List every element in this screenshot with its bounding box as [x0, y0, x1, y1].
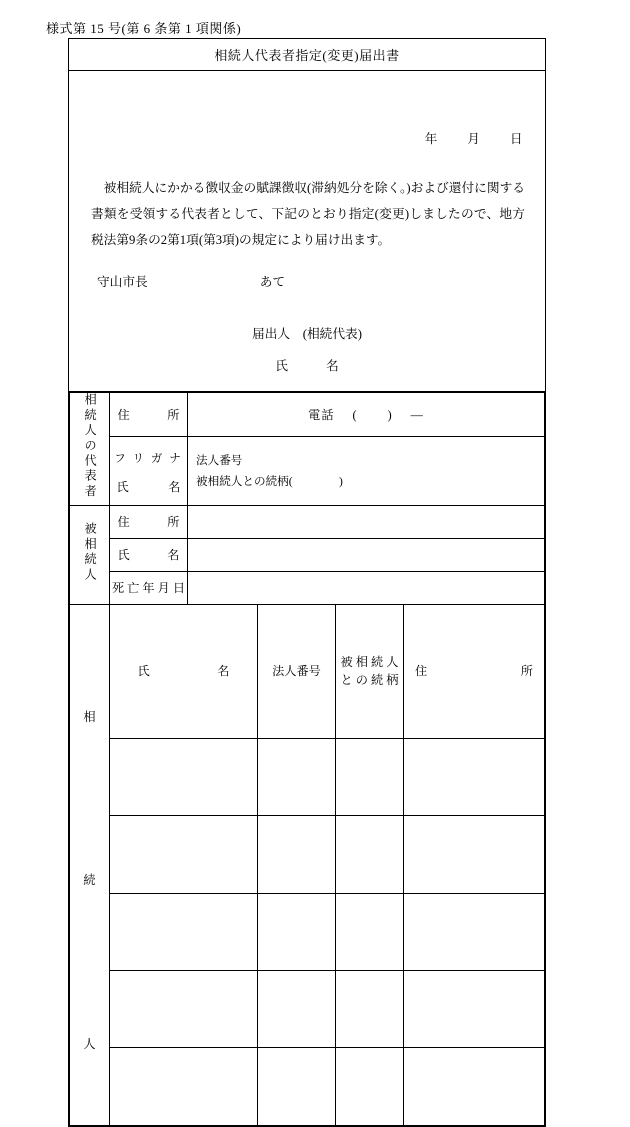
heir-relation-cell[interactable] [336, 1048, 404, 1125]
table-row [70, 816, 545, 893]
heir-address-cell[interactable] [404, 738, 545, 815]
decedent-address-label: 住 所 [110, 505, 188, 538]
heirs-header-relation: 被 相 続 人 と の 続 柄 [336, 604, 404, 738]
form-sheet [68, 38, 546, 1127]
heirs-label-char-3: 人 [83, 1036, 96, 1051]
table-row [70, 1048, 545, 1125]
heirs-header-name: 氏 名 [110, 604, 258, 738]
heir-corporate-number-cell[interactable] [258, 970, 336, 1047]
form-number: 様式第 15 号(第 6 条第 1 項関係) [46, 21, 242, 36]
heirs-table [69, 604, 545, 1126]
decedent-death-date-field[interactable] [188, 571, 545, 604]
table-row [70, 393, 545, 437]
tel-paren-open: ( [352, 408, 358, 423]
heir-address-cell[interactable] [404, 970, 545, 1047]
table-row [70, 970, 545, 1047]
representative-address-field[interactable] [188, 393, 545, 437]
decedent-death-date-label: 死 亡 年 月 日 [110, 571, 188, 604]
heirs-header-corporate-number: 法人番号 [258, 604, 336, 738]
heir-name-cell[interactable] [110, 816, 258, 893]
date-day: 日 [509, 132, 523, 146]
heirs-label-char-1: 相 [83, 709, 96, 724]
relation-label: 被相続人との続柄( ) [196, 475, 343, 489]
addressee-suffix: あて [259, 275, 286, 289]
body-text: 被相続人にかかる徴収金の賦課徴収(滞納処分を除く。)および還付に関する書類を受領する代表者として、下記のとおり指定(変更)しましたので、地方税法第9条の2第1項(第3項)の規定により届け出ます。 [91, 181, 525, 248]
representative-name-field[interactable] [188, 437, 545, 505]
heir-address-cell[interactable] [404, 893, 545, 970]
heir-relation-cell[interactable] [336, 738, 404, 815]
table-header-row [70, 604, 545, 738]
corporate-number-label: 法人番号 [196, 453, 243, 467]
heir-name-cell[interactable] [110, 893, 258, 970]
heir-name-cell[interactable] [110, 970, 258, 1047]
decedent-address-field[interactable] [188, 505, 545, 538]
heir-relation-cell[interactable] [336, 816, 404, 893]
heirs-label-char-2: 続 [83, 873, 96, 888]
representative-vertical-label: 相続人の代表者 [70, 393, 110, 506]
date-year: 年 [424, 132, 438, 146]
decedent-name-field[interactable] [188, 538, 545, 571]
decedent-table [69, 505, 545, 605]
table-row [70, 738, 545, 815]
table-row [70, 893, 545, 970]
date-line [399, 129, 523, 147]
table-row [70, 571, 545, 604]
table-row [70, 437, 545, 505]
representative-name-label: フ リ ガ ナ 氏 名 [110, 437, 188, 505]
table-row [70, 538, 545, 571]
tel-dash: ― [410, 408, 424, 423]
heir-corporate-number-cell[interactable] [258, 1048, 336, 1125]
heir-corporate-number-cell[interactable] [258, 893, 336, 970]
heir-name-cell[interactable] [110, 738, 258, 815]
table-row [70, 505, 545, 538]
preamble-section [69, 71, 545, 392]
date-month: 月 [467, 132, 481, 146]
submitter-name-label: 氏 名 [275, 359, 339, 373]
heirs-header-address: 住 所 [404, 604, 545, 738]
heir-relation-cell[interactable] [336, 893, 404, 970]
heir-address-cell[interactable] [404, 1048, 545, 1125]
decedent-name-label: 氏 名 [110, 538, 188, 571]
tel-prefix: 電話 [308, 408, 335, 423]
heir-corporate-number-cell[interactable] [258, 738, 336, 815]
heir-corporate-number-cell[interactable] [258, 816, 336, 893]
heir-address-cell[interactable] [404, 816, 545, 893]
form-title: 相続人代表者指定(変更)届出書 [69, 39, 545, 71]
decedent-vertical-label: 被相続人 [70, 505, 110, 604]
heirs-vertical-label [70, 604, 110, 1125]
submitter-label: 届出人 (相続代表) [252, 327, 362, 341]
representative-address-label: 住 所 [110, 393, 188, 437]
addressee-line [97, 271, 285, 290]
heir-relation-cell[interactable] [336, 970, 404, 1047]
tel-paren-close: ) [387, 408, 393, 423]
representative-table [69, 392, 545, 506]
heir-name-cell[interactable] [110, 1048, 258, 1125]
mayor-label: 守山市長 [97, 275, 148, 289]
